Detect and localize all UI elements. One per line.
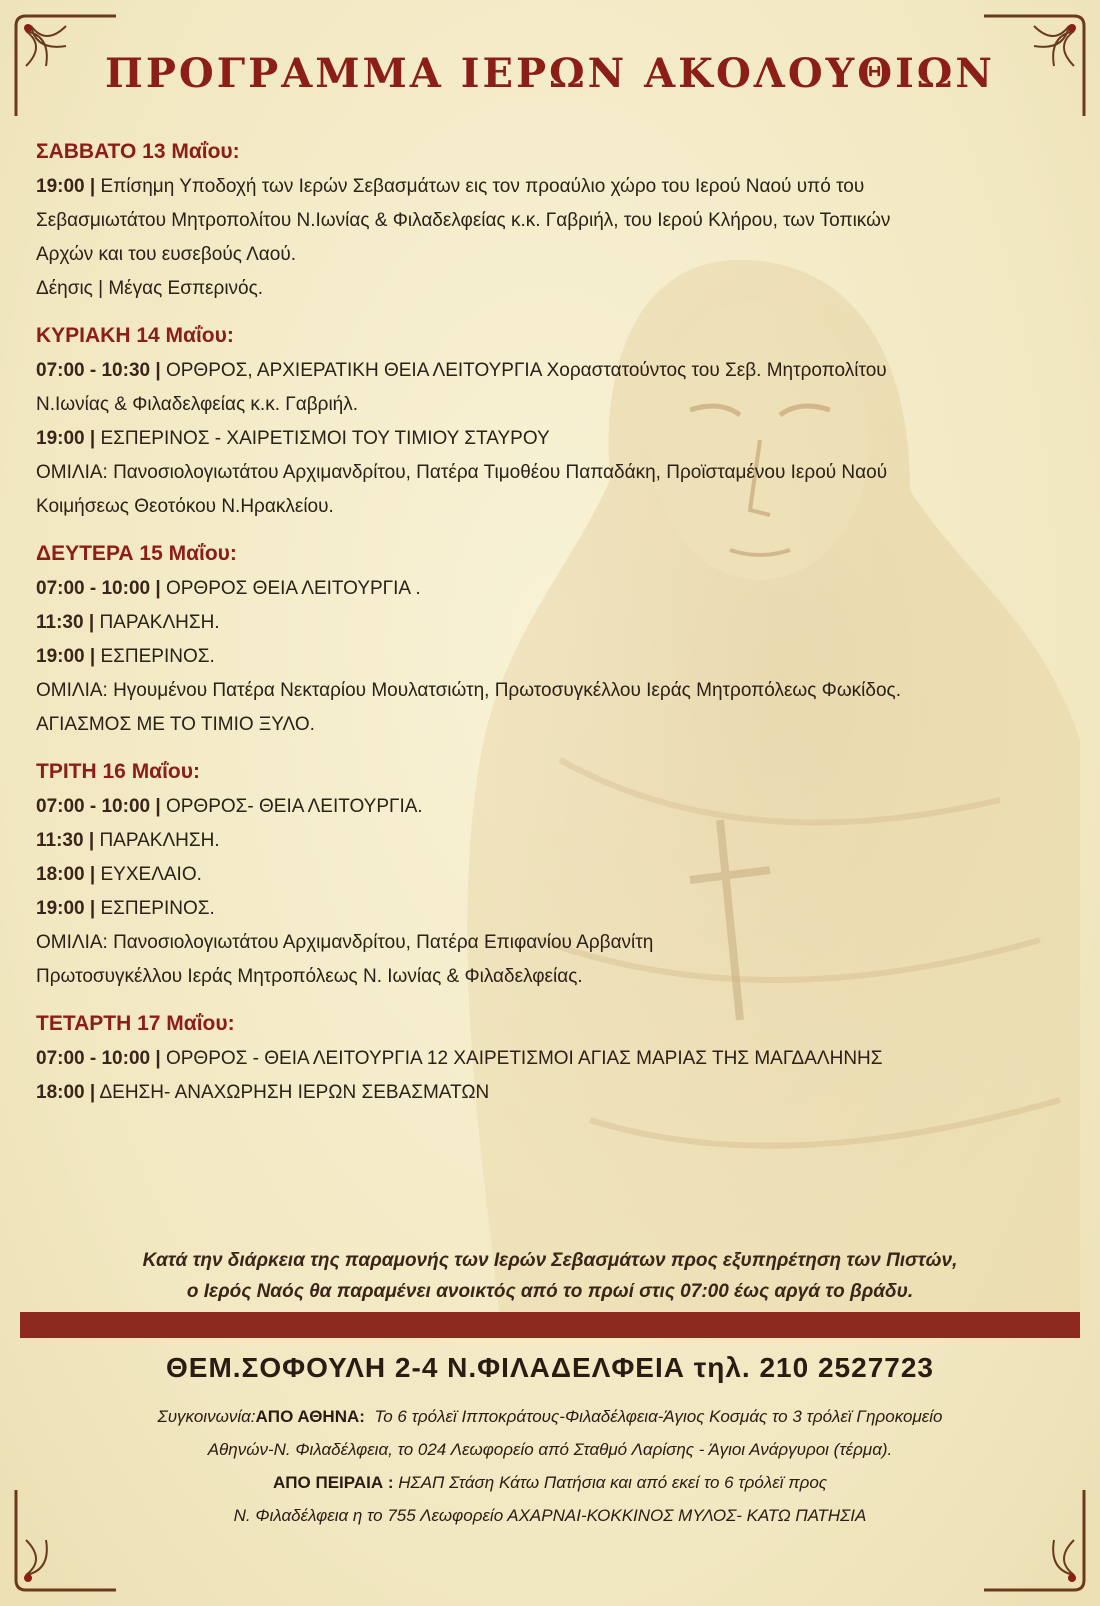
separator: | bbox=[89, 428, 96, 449]
schedule bbox=[36, 140, 1060, 1128]
schedule-line bbox=[36, 1076, 1060, 1110]
day-heading: ΤΡΙΤΗ 16 Μαΐου: bbox=[36, 760, 200, 783]
schedule-line bbox=[36, 170, 1060, 204]
day-heading: ΤΕΤΑΡΤΗ 17 Μαΐου: bbox=[36, 1012, 235, 1035]
schedule-line bbox=[36, 790, 1060, 824]
schedule-line: Ν.Ιωνίας & Φιλαδελφείας κ.κ. Γαβριήλ. bbox=[36, 394, 359, 415]
day-heading: ΔΕΥΤΕΡΑ 15 Μαΐου: bbox=[36, 542, 237, 565]
day-heading: ΣΑΒΒΑΤΟ 13 Μαΐου: bbox=[36, 140, 240, 163]
separator: | bbox=[155, 578, 161, 599]
transport-label: Συγκοινωνία: bbox=[157, 1407, 256, 1426]
separator: | bbox=[89, 1082, 96, 1103]
time: 07:00 - 10:30 bbox=[36, 360, 151, 381]
time: 19:00 bbox=[36, 428, 85, 449]
time: 19:00 bbox=[36, 176, 85, 197]
day-block bbox=[36, 760, 1060, 994]
activity: ΟΡΘΡΟΣ - ΘΕΙΑ ΛΕΙΤΟΥΡΓΙΑ 12 ΧΑΙΡΕΤΙΣΜΟΙ ΑΓΙΑΣ ΜΑΡΙΑΣ ΤΗΣ ΜΑΓΔΑΛΗΝΗΣ bbox=[165, 1048, 883, 1069]
time: 07:00 - 10:00 bbox=[36, 796, 151, 817]
activity: ΟΡΘΡΟΣ- ΘΕΙΑ ΛΕΙΤΟΥΡΓΙΑ. bbox=[165, 796, 423, 817]
separator: | bbox=[89, 646, 96, 667]
time: 11:30 bbox=[36, 830, 84, 851]
time: 19:00 bbox=[36, 898, 85, 919]
activity: ΕΣΠΕΡΙΝΟΣ. bbox=[100, 646, 215, 667]
transport-line: Ν. Φιλαδέλφεια η το 755 Λεωφορείο ΑΧΑΡΝΑΙ-ΚΟΚΚΙΝΟΣ ΜΥΛΟΣ- ΚΑΤΩ ΠΑΤΗΣΙΑ bbox=[233, 1506, 867, 1525]
day-block bbox=[36, 140, 1060, 306]
page-title: ΠΡΟΓΡΑΜΜΑ ΙΕΡΩΝ ΑΚΟΛΟΥΘΙΩΝ bbox=[105, 50, 995, 97]
schedule-line: Πρωτοσυγκέλλου Ιεράς Μητροπόλεως Ν. Ιωνίας & Φιλαδελφείας. bbox=[36, 966, 583, 987]
from-athens-label: ΑΠΟ ΑΘΗΝΑ: bbox=[255, 1407, 365, 1426]
schedule-line bbox=[36, 354, 1060, 388]
time: 18:00 bbox=[36, 1082, 85, 1103]
transport-text: ΗΣΑΠ Στάση Κάτω Πατήσια και από εκεί το 6 τρόλεϊ προς bbox=[398, 1473, 828, 1492]
schedule-line bbox=[36, 422, 1060, 456]
activity: ΠΑΡΑΚΛΗΣΗ. bbox=[99, 612, 220, 633]
separator: | bbox=[88, 830, 95, 851]
time: 07:00 - 10:00 bbox=[36, 1048, 151, 1069]
schedule-line: ΑΓΙΑΣΜΟΣ ΜΕ ΤΟ ΤΙΜΙΟ ΞΥΛΟ. bbox=[36, 714, 315, 735]
time: 18:00 bbox=[36, 864, 85, 885]
separator: | bbox=[88, 612, 95, 633]
day-block bbox=[36, 542, 1060, 742]
schedule-line bbox=[36, 1042, 1060, 1076]
schedule-line bbox=[36, 892, 1060, 926]
time: 07:00 - 10:00 bbox=[36, 578, 151, 599]
time: 11:30 bbox=[36, 612, 84, 633]
schedule-line: Κοιμήσεως Θεοτόκου Ν.Ηρακλείου. bbox=[36, 496, 334, 517]
opening-hours-note bbox=[40, 1245, 1060, 1307]
separator: | bbox=[89, 176, 96, 197]
transport-line: Αθηνών-Ν. Φιλαδέλφεια, το 024 Λεωφορείο από Σταθμό Λαρίσης - Άγιοι Ανάργυροι (τέρμα). bbox=[207, 1440, 893, 1459]
schedule-line: Σεβασμιωτάτου Μητροπολίτου Ν.Ιωνίας & Φιλαδελφείας κ.κ. Γαβριήλ, του Ιερού Κλήρου, των Τοπικών bbox=[36, 210, 891, 231]
schedule-line bbox=[36, 858, 1060, 892]
activity: ΠΑΡΑΚΛΗΣΗ. bbox=[99, 830, 220, 851]
activity: ΕΣΠΕΡΙΝΟΣ. bbox=[100, 898, 215, 919]
activity: Επίσημη Υποδοχή των Ιερών Σεβασμάτων εις τον προαύλιο χώρο του Ιερού Ναού υπό του bbox=[100, 176, 865, 197]
note-line: Κατά την διάρκεια της παραμονής των Ιερών Σεβασμάτων προς εξυπηρέτηση των Πιστών, bbox=[142, 1250, 958, 1271]
transport-text: Το 6 τρόλεϊ Ιπποκράτους-Φιλαδέλφεια-Άγιος Κοσμάς το 3 τρόλεϊ Γηροκομείο bbox=[374, 1407, 943, 1426]
transport-line bbox=[40, 1400, 1060, 1433]
schedule-line bbox=[36, 824, 1060, 858]
schedule-line bbox=[36, 640, 1060, 674]
divider-bar bbox=[20, 1312, 1080, 1338]
separator: | bbox=[155, 360, 161, 381]
activity: ΟΡΘΡΟΣ ΘΕΙΑ ΛΕΙΤΟΥΡΓΙΑ . bbox=[165, 578, 421, 599]
note-line: ο Ιερός Ναός θα παραμένει ανοικτός από το πρωί στις 07:00 έως αργά το βράδυ. bbox=[186, 1281, 914, 1302]
schedule-line: Δέησις | Μέγας Εσπερινός. bbox=[36, 278, 264, 299]
schedule-line: ΟΜΙΛΙΑ: Πανοσιολογιωτάτου Αρχιμανδρίτου, Πατέρα Επιφανίου Αρβανίτη bbox=[36, 932, 654, 953]
activity: ΔΕΗΣΗ- ΑΝΑΧΩΡΗΣΗ ΙΕΡΩΝ ΣΕΒΑΣΜΑΤΩΝ bbox=[99, 1082, 490, 1103]
schedule-line bbox=[36, 606, 1060, 640]
separator: | bbox=[155, 796, 161, 817]
from-piraeus-label: ΑΠΟ ΠΕΙΡΑΙΑ : bbox=[272, 1473, 394, 1492]
day-block bbox=[36, 1012, 1060, 1110]
separator: | bbox=[89, 898, 96, 919]
schedule-line bbox=[36, 572, 1060, 606]
day-block bbox=[36, 324, 1060, 524]
day-heading: ΚΥΡΙΑΚΗ 14 Μαΐου: bbox=[36, 324, 234, 347]
activity: ΟΡΘΡΟΣ, ΑΡΧΙΕΡΑΤΙΚΗ ΘΕΙΑ ΛΕΙΤΟΥΡΓΙΑ Χοραστατούντος του Σεβ. Μητροπολίτου bbox=[165, 360, 887, 381]
activity: ΕΥΧΕΛΑΙΟ. bbox=[100, 864, 202, 885]
transport-line bbox=[40, 1466, 1060, 1499]
schedule-line: ΟΜΙΛΙΑ: Ηγουμένου Πατέρα Νεκταρίου Μουλατσιώτη, Πρωτοσυγκέλλου Ιεράς Μητροπόλεως Φωκίδος. bbox=[36, 680, 901, 701]
activity: ΕΣΠΕΡΙΝΟΣ - ΧΑΙΡΕΤΙΣΜΟΙ ΤΟΥ ΤΙΜΙΟΥ ΣΤΑΥΡΟΥ bbox=[100, 428, 550, 449]
separator: | bbox=[155, 1048, 161, 1069]
address: ΘΕΜ.ΣΟΦΟΥΛΗ 2-4 Ν.ΦΙΛΑΔΕΛΦΕΙΑ τηλ. 210 2527723 bbox=[166, 1352, 934, 1383]
schedule-line: ΟΜΙΛΙΑ: Πανοσιολογιωτάτου Αρχιμανδρίτου, Πατέρα Τιμοθέου Παπαδάκη, Προϊσταμένου Ιερού Ναού bbox=[36, 462, 888, 483]
separator: | bbox=[89, 864, 96, 885]
transport-info bbox=[40, 1400, 1060, 1532]
time: 19:00 bbox=[36, 646, 85, 667]
schedule-line: Αρχών και του ευσεβούς Λαού. bbox=[36, 244, 297, 265]
